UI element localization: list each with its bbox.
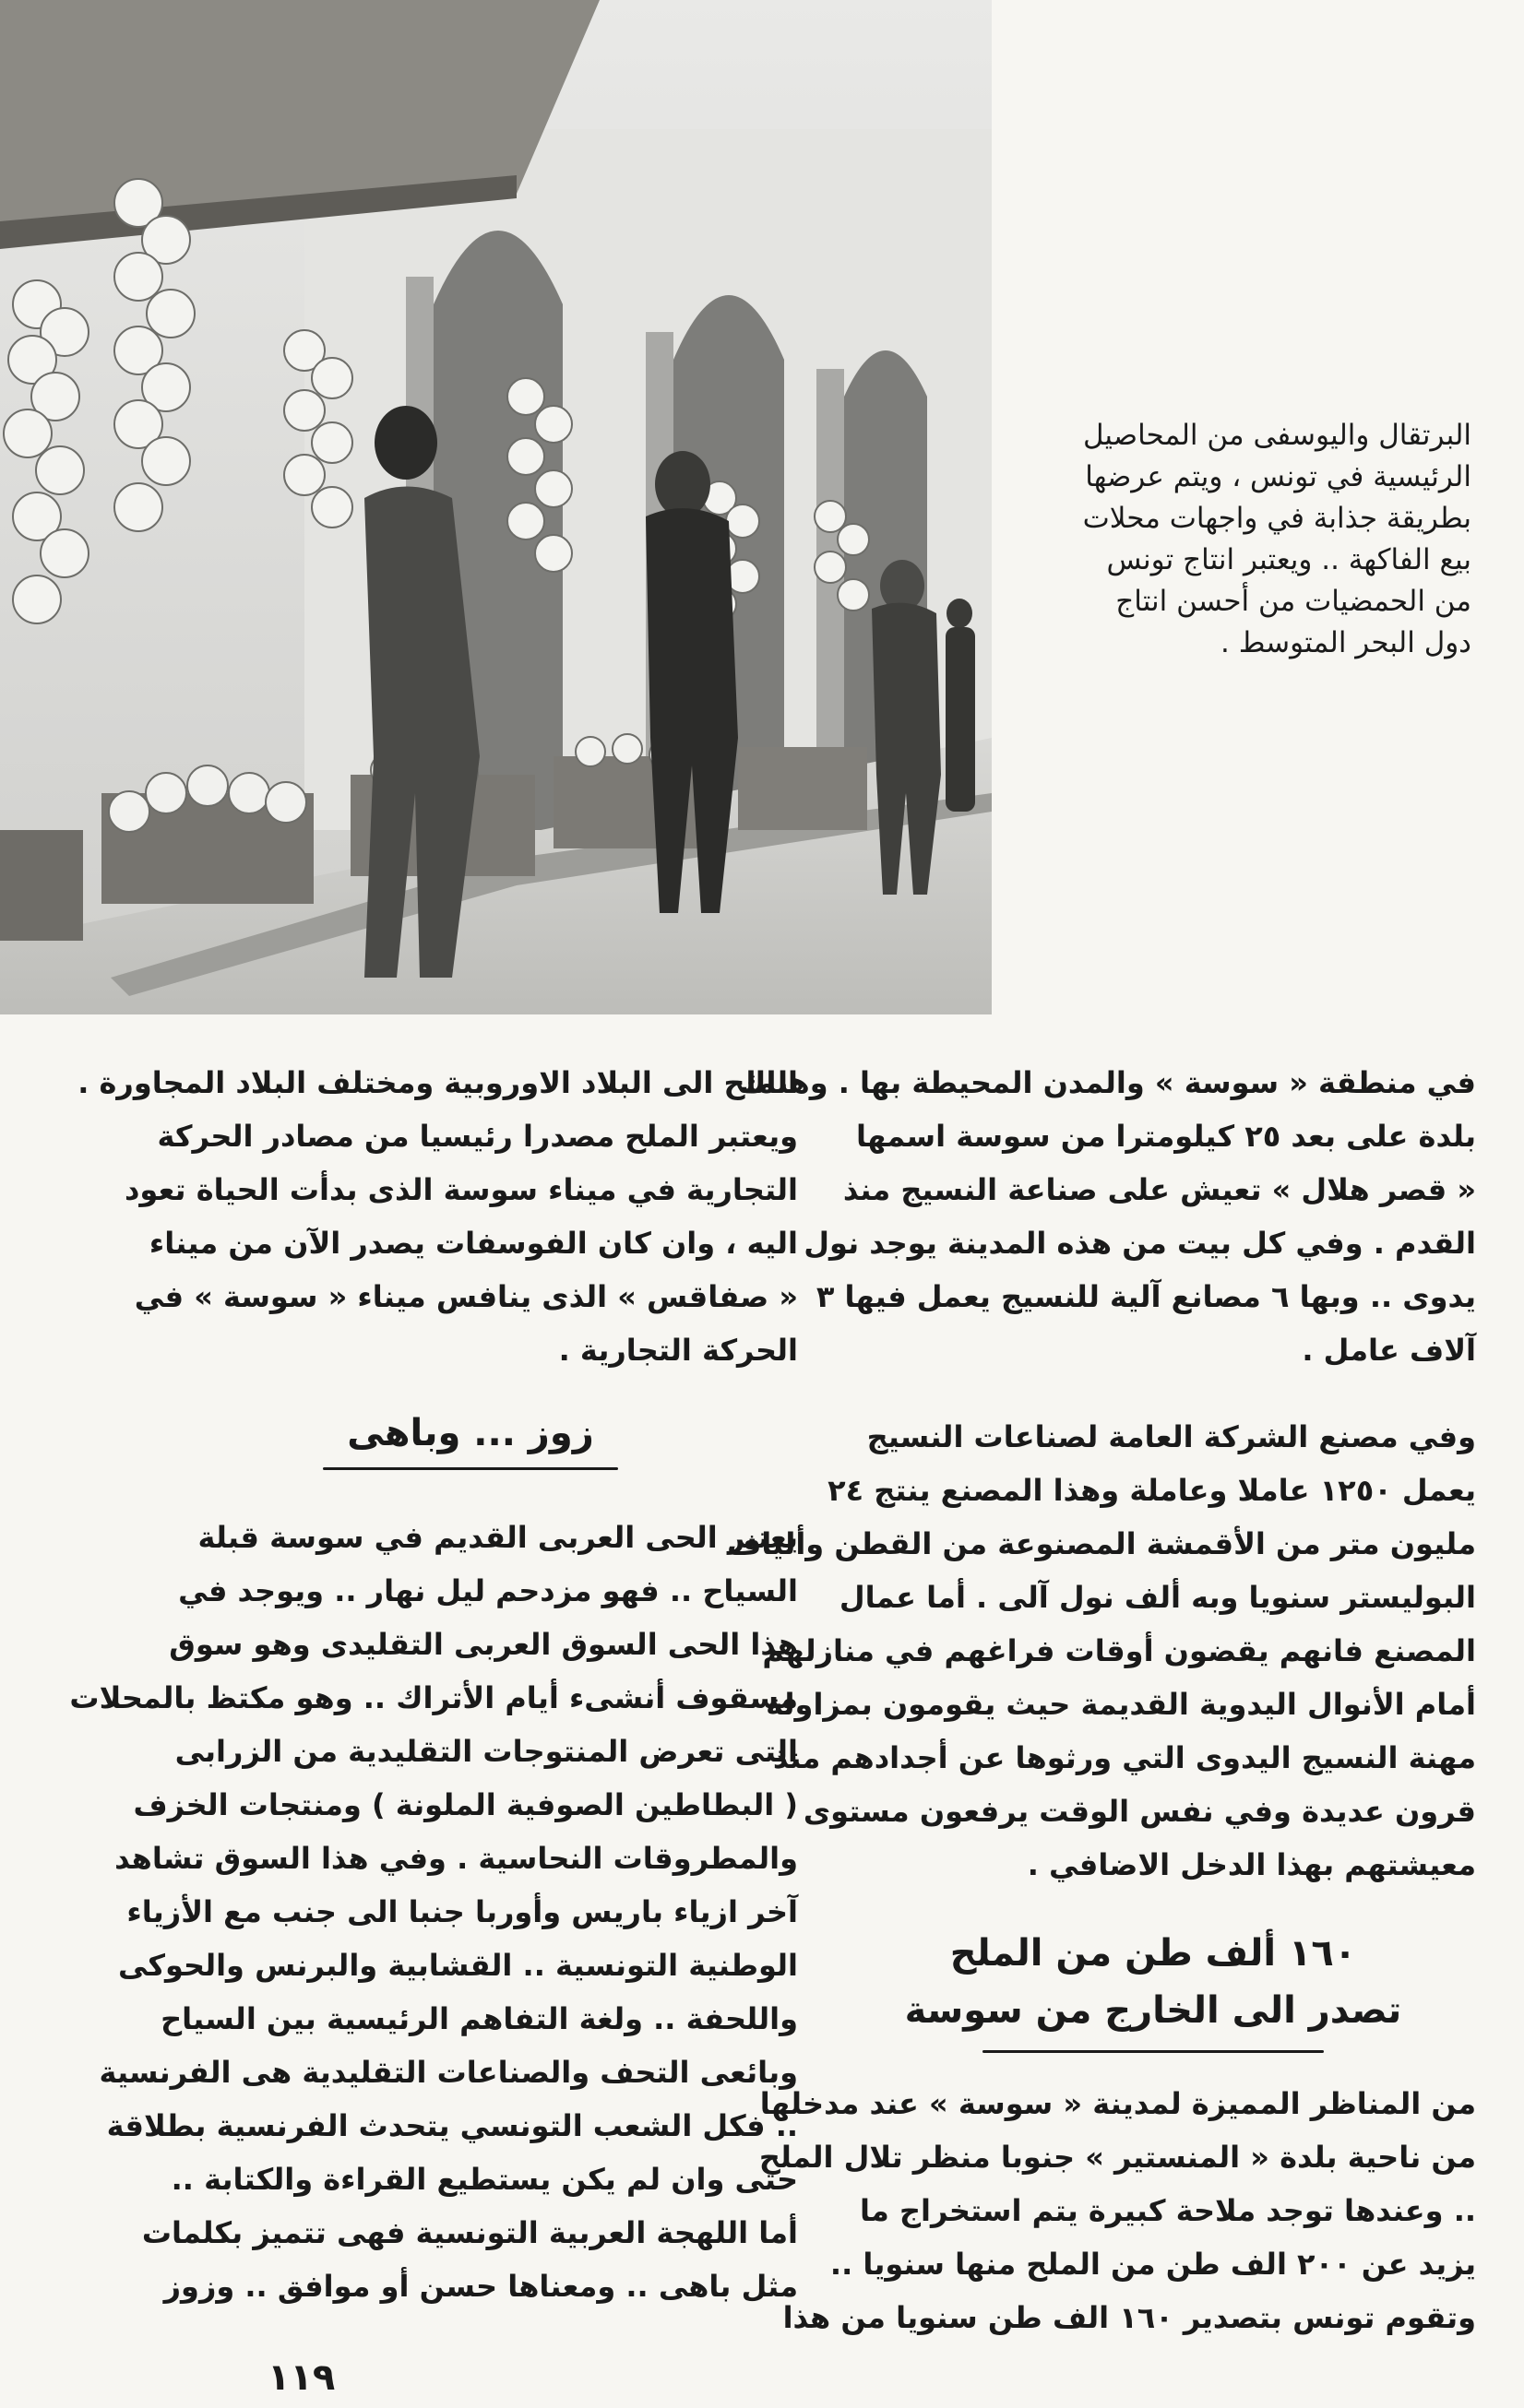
text-line: واللحفة .. ولغة التفاهم الرئيسية بين السياح — [161, 2001, 798, 2036]
text-line: بلدة على بعد ٢٥ كيلومترا من سوسة اسمها — [856, 1119, 1476, 1154]
text-line: مليون متر من الأقمشة المصنوعة من القطن وألياف — [727, 1526, 1476, 1561]
text-line: المصنع فانهم يقضون أوقات فراغهم في منازلهم — [762, 1633, 1476, 1668]
text-line: الحركة التجارية . — [558, 1333, 798, 1368]
text-line: .. فكل الشعب التونسي يتحدث الفرنسية بطلاقة — [106, 2108, 798, 2143]
text-line: .. وعندها توجد ملاحة كبيرة يتم استخراج ما — [859, 2193, 1476, 2228]
text-line: آلاف عامل . — [1302, 1333, 1476, 1368]
paragraph-gap — [830, 1377, 1476, 1410]
text-line: آخر ازياء باريس وأوربا جنبا الى جنب مع الأزياء — [126, 1894, 798, 1929]
text-line: من ناحية بلدة « المنستير » جنوبا منظر تلال الملح — [758, 2140, 1476, 2175]
text-line: السياح .. فهو مزدحم ليل نهار .. ويوجد في — [178, 1573, 798, 1608]
text-line: يعتبر الحى العربى القديم في سوسة قبلة — [197, 1520, 798, 1555]
port-paragraph — [77, 1056, 798, 1377]
textile-paragraph — [739, 1056, 1476, 1377]
caption-line: بطريقة جذابة في واجهات محلات — [1082, 502, 1471, 535]
text-line: التجارية في ميناء سوسة الذى بدأت الحياة تعود — [125, 1172, 798, 1207]
factory-paragraph — [727, 1410, 1476, 1892]
text-line: يزيد عن ٢٠٠ الف طن من الملح منها سنويا .. — [829, 2247, 1476, 2282]
text-line: الملح الى البلاد الاوروبية ومختلف البلاد المجاورة . — [77, 1065, 798, 1100]
heading-underline — [982, 2050, 1324, 2053]
text-line: يدوى .. وبها ٦ مصانع آلية للنسيج يعمل فيها ٣ — [816, 1279, 1476, 1314]
text-line: « صفاقس » الذى ينافس ميناء « سوسة » في — [134, 1279, 798, 1314]
text-line: يعمل ١٢٥٠ عاملا وعاملة وهذا المصنع ينتج ٢٤ — [827, 1473, 1476, 1508]
text-line: قرون عديدة وفي نفس الوقت يرفعون مستوى — [803, 1794, 1476, 1829]
market-photo — [0, 0, 992, 1014]
caption-line: البرتقال واليوسفى من المحاصيل — [1082, 419, 1471, 452]
text-line: حتى وان لم يكن يستطيع القراءة والكتابة .. — [171, 2162, 798, 2197]
text-line: الوطنية التونسية .. القشابية والبرنس والحوكى — [117, 1948, 798, 1983]
salt-heading — [830, 1925, 1476, 2053]
text-line: وبائعى التحف والصناعات التقليدية هى الفرنسية — [99, 2055, 798, 2090]
text-line: من المناظر المميزة لمدينة « سوسة » عند مدخلها — [759, 2086, 1476, 2121]
text-line: والمطروقات النحاسية . وفي هذا السوق تشاهد — [114, 1841, 798, 1876]
text-line: التى تعرض المنتوجات التقليدية من الزرابى — [174, 1734, 798, 1769]
text-line: مهنة النسيج اليدوى التي ورثوها عن أجدادهم منذ — [772, 1740, 1476, 1775]
photo-caption — [1024, 415, 1471, 664]
text-line: البوليستر سنويا وبه ألف نول آلى . أما عمال — [839, 1580, 1476, 1615]
salt-heading-line2: تصدر الى الخارج من سوسة — [904, 1989, 1402, 2032]
text-line: القدم . وفي كل بيت من هذه المدينة يوجد نول — [804, 1226, 1476, 1261]
text-line: في منطقة « سوسة » والمدن المحيطة بها . وهناك — [739, 1065, 1476, 1100]
salt-heading-line1: ١٦٠ ألف طن من الملح — [949, 1932, 1357, 1975]
zouz-heading-text: زوز ... وباهى — [347, 1412, 594, 1454]
caption-line: دول البحر المتوسط . — [1220, 626, 1471, 659]
page-number: ١١٩ — [268, 2356, 336, 2399]
caption-line: من الحمضيات من أحسن انتاج — [1115, 585, 1471, 618]
text-line: أما اللهجة العربية التونسية فهى تتميز بكلمات — [141, 2215, 798, 2250]
salt-paragraph — [758, 2077, 1476, 2344]
caption-line: الرئيسية في تونس ، ويتم عرضها — [1085, 460, 1471, 493]
text-line: ويعتبر الملح مصدرا رئيسيا من مصادر الحركة — [157, 1119, 798, 1154]
text-line: اليه ، وان كان الفوسفات يصدر الآن من ميناء — [149, 1226, 798, 1261]
text-line: وتقوم تونس بتصدير ١٦٠ الف طن سنويا من هذا — [782, 2300, 1476, 2335]
text-line: مثل باهى .. ومعناها حسن أو موافق .. وزوز — [163, 2269, 798, 2304]
heading-underline — [323, 1467, 618, 1470]
text-line: مسقوف أنشىء أيام الأتراك .. وهو مكتظ بالمحلات — [69, 1680, 798, 1715]
text-line: هذا الحى السوق العربى التقليدى وهو سوق — [169, 1627, 798, 1662]
text-line: وفي مصنع الشركة العامة لصناعات النسيج — [866, 1419, 1476, 1454]
text-line: ( البطاطين الصوفية الملونة ) ومنتجات الخزف — [133, 1787, 798, 1822]
left-column — [69, 1056, 798, 2313]
souk-paragraph — [69, 1511, 798, 2313]
zouz-heading — [143, 1405, 798, 1479]
market-scene-icon — [0, 0, 992, 1014]
caption-line: بيع الفاكهة .. ويعتبر انتاج تونس — [1106, 543, 1471, 576]
text-line: معيشتهم بهذا الدخل الاضافي . — [1027, 1847, 1476, 1882]
right-column — [727, 1056, 1476, 2344]
text-line: أمام الأنوال اليدوية القديمة حيث يقومون بمزاولة — [766, 1687, 1476, 1722]
text-line: « قصر هلال » تعيش على صناعة النسيج منذ — [842, 1172, 1476, 1207]
